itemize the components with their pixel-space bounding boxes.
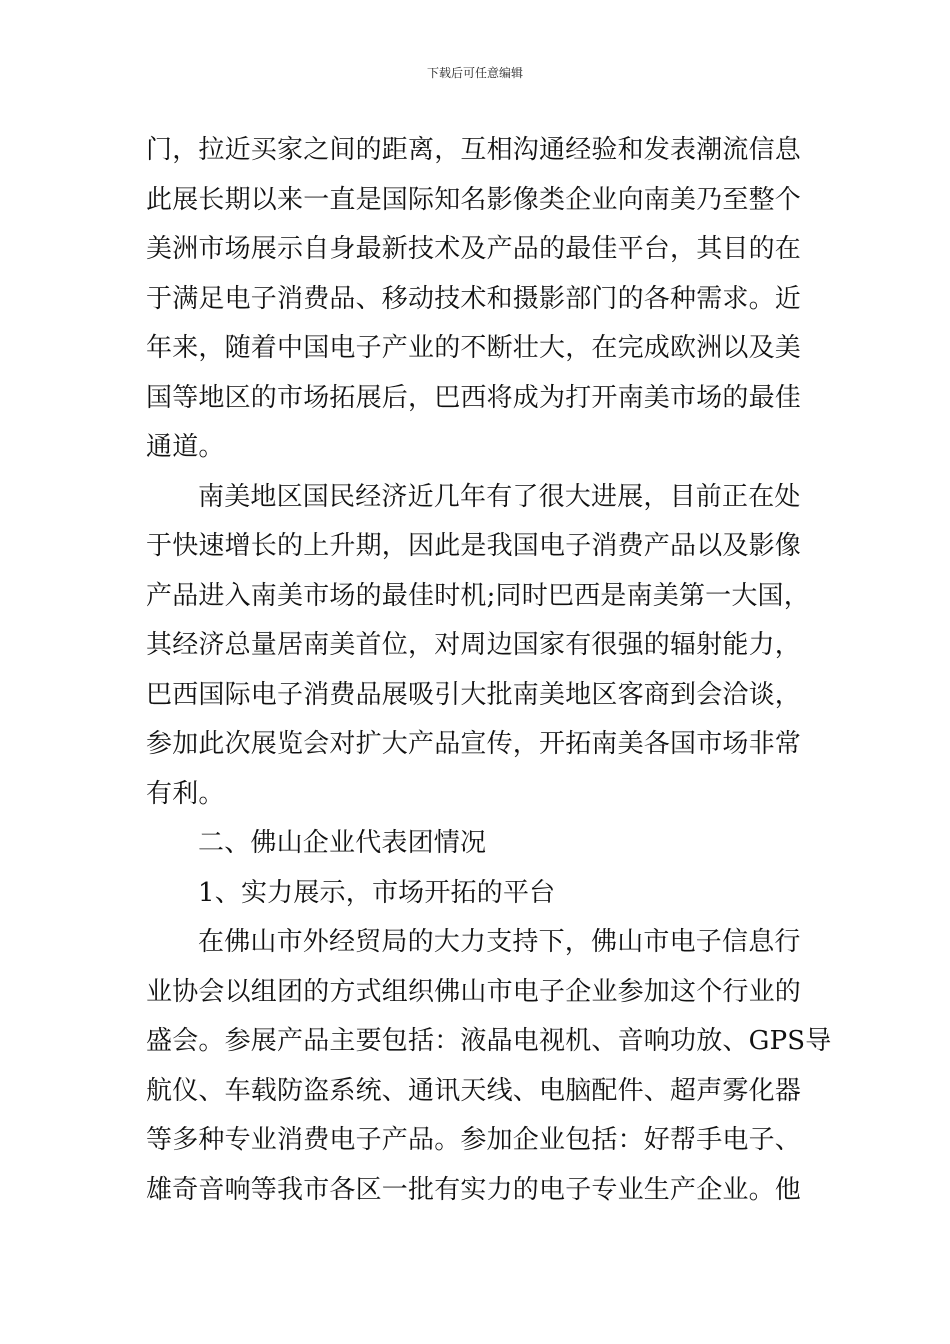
page-header: 下载后可任意编辑: [426, 66, 523, 80]
text-line: 雄奇音响等我市各区一批有实力的电子专业生产企业。他: [146, 1174, 802, 1205]
text-line: 于快速增长的上升期，因此是我国电子消费产品以及影像: [146, 531, 802, 561]
paragraph-first-line: 南美地区国民经济近几年有了很大进展，目前正在处: [198, 481, 801, 512]
text-line: 航仪、车载防盗系统、通讯天线、电脑配件、超声雾化器: [146, 1075, 802, 1106]
text-line: 参加此次展览会对扩大产品宣传，开拓南美各国市场非常: [146, 729, 802, 759]
text-line: 其经济总量居南美首位，对周边国家有很强的辐射能力，: [146, 630, 802, 660]
section-heading: 二、佛山企业代表团情况: [198, 828, 487, 858]
text-line: 年来，随着中国电子产业的不断壮大，在完成欧洲以及美: [146, 333, 802, 363]
paragraph-first-line: 在佛山市外经贸局的大力支持下，佛山市电子信息行: [198, 927, 801, 957]
text-line: 国等地区的市场拓展后，巴西将成为打开南美市场的最佳: [146, 382, 802, 413]
subsection-heading: 1、实力展示，市场开拓的平台: [198, 877, 556, 908]
text-line: 有利。: [146, 778, 225, 809]
text-line: 等多种专业消费电子产品。参加企业包括：好帮手电子、: [146, 1125, 802, 1155]
text-line: 通道。: [146, 432, 225, 462]
text-line: 此展长期以来一直是国际知名影像类企业向南美乃至整个: [146, 184, 802, 215]
text-line: 产品进入南美市场的最佳时机;同时巴西是南美第一大国，: [146, 580, 810, 611]
text-line: 巴西国际电子消费品展吸引大批南美地区客商到会洽谈，: [146, 679, 802, 710]
text-line: 美洲市场展示自身最新技术及产品的最佳平台，其目的在: [146, 234, 802, 264]
text-line: 业协会以组团的方式组织佛山市电子企业参加这个行业的: [146, 976, 802, 1007]
text-line: 盛会。参展产品主要包括：液晶电视机、音响功放、GPS导: [146, 1026, 832, 1056]
text-line: 门，拉近买家之间的距离，互相沟通经验和发表潮流信息: [146, 135, 802, 165]
text-line: 于满足电子消费品、移动技术和摄影部门的各种需求。近: [146, 283, 802, 314]
document-body: [146, 126, 832, 1215]
